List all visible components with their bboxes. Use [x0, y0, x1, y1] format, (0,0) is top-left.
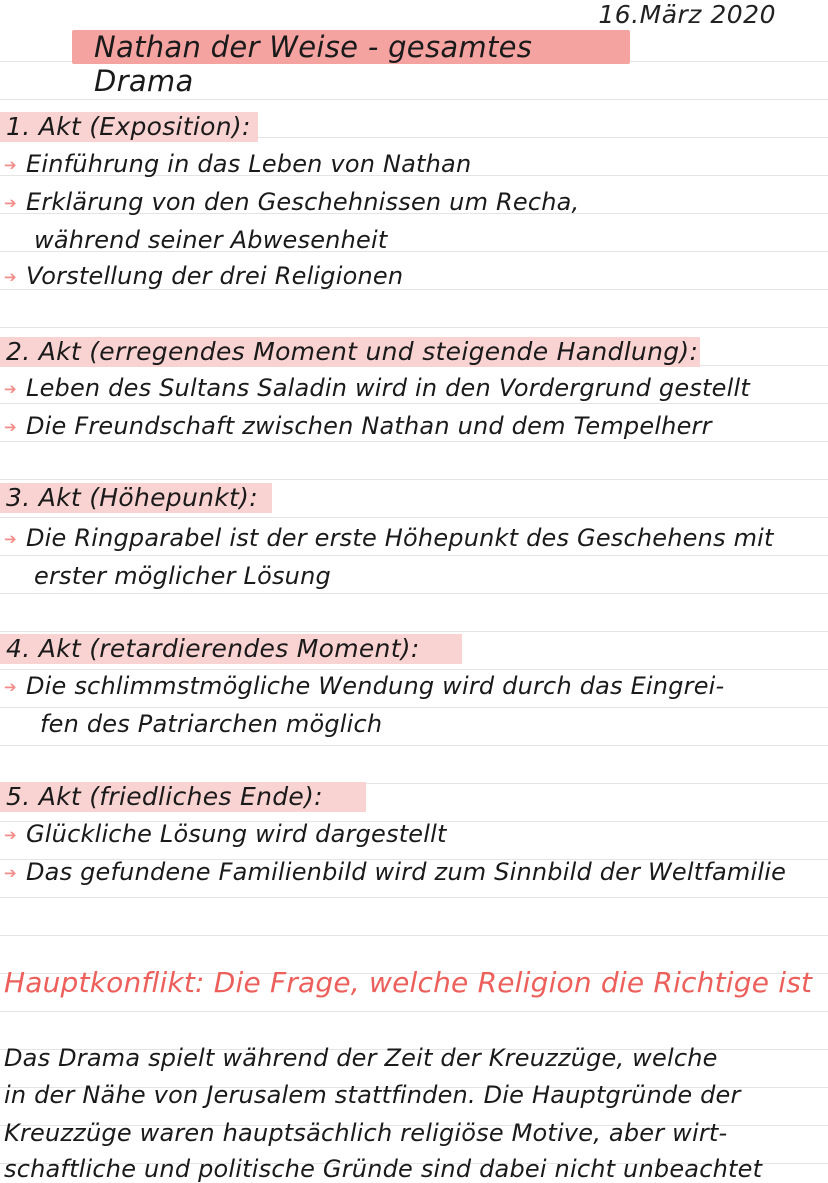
- arrow-right-icon: ➔: [4, 194, 17, 212]
- act-4-item-1-continuation: fen des Patriarchen möglich: [40, 710, 383, 738]
- act-1-item-3: [4, 262, 403, 290]
- arrow-right-icon: ➔: [4, 268, 17, 286]
- act-1-item-2-continuation: während seiner Abwesenheit: [34, 226, 388, 254]
- act-1-item-3-text: Vorstellung der drei Religionen: [26, 262, 404, 290]
- arrow-right-icon: ➔: [4, 864, 17, 882]
- paragraph-line-3: Kreuzzüge waren hauptsächlich religiöse Motive, aber wirt-: [4, 1119, 728, 1147]
- act-2-item-1: [4, 374, 750, 402]
- arrow-right-icon: ➔: [4, 418, 17, 436]
- act-1-item-1-text: Einführung in das Leben von Nathan: [26, 150, 472, 178]
- act-5-item-2: [4, 858, 786, 886]
- act-2-item-2-text: Die Freundschaft zwischen Nathan und dem Tempelherr: [26, 412, 712, 440]
- main-conflict: Hauptkonflikt: Die Frage, welche Religion die Richtige ist: [4, 966, 813, 999]
- arrow-right-icon: ➔: [4, 380, 17, 398]
- act-4-item-1-text: Die schlimmstmögliche Wendung wird durch das Eingrei-: [26, 672, 725, 700]
- act-5-item-1: [4, 820, 447, 848]
- act-4-heading: 4. Akt (retardierendes Moment):: [0, 634, 462, 664]
- act-3-item-1-continuation: erster möglicher Lösung: [34, 562, 331, 590]
- act-5-item-2-text: Das gefundene Familienbild wird zum Sinnbild der Weltfamilie: [26, 858, 787, 886]
- act-3-item-1-text: Die Ringparabel ist der erste Höhepunkt des Geschehens mit: [26, 524, 774, 552]
- act-1-item-1: [4, 150, 471, 178]
- act-1-item-2: [4, 188, 579, 216]
- act-1-item-2-text: Erklärung von den Geschehnissen um Recha,: [26, 188, 580, 216]
- arrow-right-icon: ➔: [4, 530, 17, 548]
- act-2-item-1-text: Leben des Sultans Saladin wird in den Vordergrund gestellt: [26, 374, 750, 402]
- page-title: Nathan der Weise - gesamtes Drama: [72, 30, 630, 64]
- paragraph-line-2: in der Nähe von Jerusalem stattfinden. Die Hauptgründe der: [4, 1081, 741, 1109]
- act-4-item-1: [4, 672, 724, 700]
- arrow-right-icon: ➔: [4, 826, 17, 844]
- act-3-item-1: [4, 524, 774, 552]
- arrow-right-icon: ➔: [4, 678, 17, 696]
- act-5-item-1-text: Glückliche Lösung wird dargestellt: [26, 820, 447, 848]
- act-2-item-2: [4, 412, 712, 440]
- arrow-right-icon: ➔: [4, 156, 17, 174]
- paragraph-line-1: Das Drama spielt während der Zeit der Kreuzzüge, welche: [4, 1044, 718, 1072]
- act-2-heading: 2. Akt (erregendes Moment und steigende Handlung):: [0, 337, 700, 367]
- note-date: 16.März 2020: [598, 0, 776, 29]
- act-1-heading: 1. Akt (Exposition):: [0, 112, 258, 142]
- paragraph-line-4: schaftliche und politische Gründe sind dabei nicht unbeachtet: [4, 1155, 763, 1183]
- act-3-heading: 3. Akt (Höhepunkt):: [0, 483, 272, 513]
- act-5-heading: 5. Akt (friedliches Ende):: [0, 782, 366, 812]
